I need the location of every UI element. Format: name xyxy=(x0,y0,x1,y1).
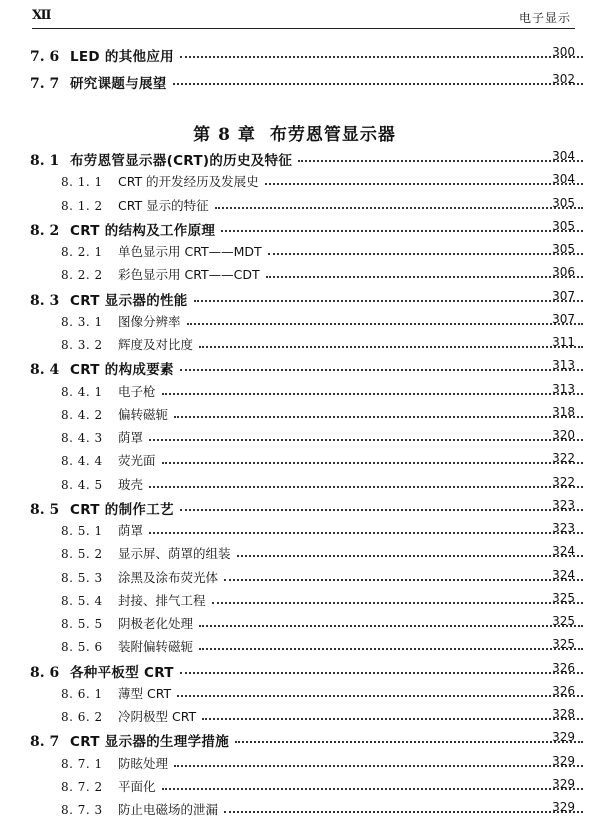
toc-entry-page: 311 xyxy=(552,335,575,349)
toc-subsection-entry xyxy=(0,544,589,566)
toc-entry-number: 8. 5. 2 xyxy=(61,547,103,562)
toc-entry-number: 8. 4. 4 xyxy=(61,454,103,469)
toc-entry-title: CRT 的构成要素 xyxy=(70,362,174,379)
toc-section-entry xyxy=(0,730,589,752)
toc-leader-dots xyxy=(187,323,583,325)
toc-leader-dots xyxy=(199,648,583,650)
toc-entry-number: 8. 5. 1 xyxy=(61,524,103,538)
toc-entry-page: 318 xyxy=(552,404,575,419)
toc-entry-number: 8. 3. 1 xyxy=(61,314,103,329)
toc-entry-number: 8. 4. 3 xyxy=(61,431,103,445)
toc-entry-page: 323 xyxy=(552,521,575,535)
toc-subsection-entry xyxy=(0,591,589,613)
toc-entry-title: 荫罩 xyxy=(118,523,144,538)
toc-entry xyxy=(0,72,589,94)
toc-entry-number: 8. 6. 1 xyxy=(61,686,103,701)
toc-subsection-entry xyxy=(0,265,589,287)
toc-subsection-entry xyxy=(0,707,589,729)
toc-subsection-entry xyxy=(0,754,589,776)
toc-entry-title: 防止电磁场的泄漏 xyxy=(118,802,219,817)
toc-subsection-entry xyxy=(0,800,589,822)
toc-entry-page: 306 xyxy=(552,265,575,280)
toc-entry-number: 8. 5. 3 xyxy=(61,570,103,585)
toc-subsection-entry xyxy=(0,312,589,334)
toc-subsection-entry xyxy=(0,428,589,450)
toc-leader-dots xyxy=(199,625,583,627)
toc-leader-dots xyxy=(174,765,583,767)
toc-leader-dots xyxy=(224,579,583,581)
toc-leader-dots xyxy=(149,486,583,488)
toc-leader-dots xyxy=(221,230,583,232)
toc-entry-number: 8. 7 xyxy=(30,734,60,751)
toc-entry-title: CRT 显示器的性能 xyxy=(70,292,188,309)
toc-entry-number: 8. 1. 1 xyxy=(61,175,103,190)
toc-entry-page: 329 xyxy=(552,800,575,814)
toc-leader-dots xyxy=(162,393,583,395)
toc-leader-dots xyxy=(199,346,583,348)
toc-entry-title: 薄型 CRT xyxy=(118,685,172,701)
toc-leader-dots xyxy=(180,369,583,371)
toc-subsection-entry xyxy=(0,335,589,357)
toc-entry-page: 307 xyxy=(552,288,575,303)
toc-leader-dots xyxy=(194,300,583,302)
toc-entry-page: 320 xyxy=(552,428,575,442)
toc-entry-title: 单色显示用 CRT——MDT xyxy=(118,244,262,259)
toc-entry-number: 8. 5. 6 xyxy=(61,640,103,655)
toc-entry-number: 8. 2. 1 xyxy=(61,245,103,259)
toc-leader-dots xyxy=(212,602,583,604)
toc-leader-dots xyxy=(162,788,583,790)
toc-leader-dots xyxy=(162,462,583,464)
toc-entry-number: 7. 6 xyxy=(30,49,60,65)
toc-entry-title: CRT 显示器的生理学措施 xyxy=(70,734,230,751)
toc-subsection-entry xyxy=(0,405,589,427)
toc-entry-number: 8. 4. 2 xyxy=(61,407,103,422)
toc-entry-page: 322 xyxy=(552,451,575,466)
toc-leader-dots xyxy=(235,741,583,743)
toc-subsection-entry xyxy=(0,172,589,194)
toc-leader-dots xyxy=(237,555,583,557)
toc-entry-number: 8. 3 xyxy=(30,292,60,309)
toc-entry-number: 8. 5. 4 xyxy=(61,593,103,608)
toc-entry-page: 313 xyxy=(552,381,575,396)
header-running-title: 电子显示 xyxy=(518,11,571,25)
toc-entry-number: 8. 6 xyxy=(30,664,60,681)
toc-leader-dots xyxy=(265,183,583,185)
toc-entry-page: 325 xyxy=(552,614,575,628)
toc-entry-title: 各种平板型 CRT xyxy=(70,664,174,681)
toc-entry-page: 325 xyxy=(552,590,575,605)
toc-entry-number: 8. 4. 5 xyxy=(61,477,103,492)
chapter-label: 第 8 章 xyxy=(193,125,256,145)
toc-subsection-entry xyxy=(0,684,589,706)
toc-leader-dots xyxy=(268,253,583,255)
toc-entry-page: 304 xyxy=(552,172,575,187)
toc-entry-page: 305 xyxy=(552,242,575,256)
toc-leader-dots xyxy=(215,207,583,209)
toc-leader-dots xyxy=(180,509,583,511)
toc-entry-number: 8. 5. 5 xyxy=(61,617,103,631)
toc-entry-number: 8. 2. 2 xyxy=(61,268,103,283)
toc-entry-page: 325 xyxy=(552,637,575,652)
toc-entry-title: CRT 的制作工艺 xyxy=(70,501,174,518)
toc-leader-dots xyxy=(266,276,583,278)
toc-entry-page: 300 xyxy=(552,45,575,59)
toc-entry-number: 8. 4 xyxy=(30,362,60,379)
toc-entry-title: 荫罩 xyxy=(118,430,144,445)
toc-subsection-entry xyxy=(0,777,589,799)
toc-entry-number: 8. 7. 3 xyxy=(61,803,103,817)
toc-entry-title: 辉度及对比度 xyxy=(118,337,194,352)
toc-leader-dots xyxy=(177,695,583,697)
header-page-number: Ⅻ xyxy=(32,8,51,23)
toc-section-entry xyxy=(0,358,589,380)
toc-entry-title: LED 的其他应用 xyxy=(70,49,174,65)
toc-entry-number: 7. 7 xyxy=(30,76,60,92)
toc-entry-page: 329 xyxy=(552,776,575,791)
toc-entry-title: 图像分辨率 xyxy=(118,313,181,329)
toc-leader-dots xyxy=(149,532,583,534)
toc-subsection-entry xyxy=(0,242,589,264)
running-header xyxy=(32,6,575,29)
toc-section-entry xyxy=(0,149,589,171)
toc-entry-title: 阴极老化处理 xyxy=(118,616,194,631)
toc-entry-number: 8. 6. 2 xyxy=(61,710,103,724)
toc-entry-page: 328 xyxy=(552,707,575,721)
toc-subsection-entry xyxy=(0,568,589,590)
chapter-title: 布劳恩管显示器 xyxy=(269,125,396,145)
toc-entry-page: 329 xyxy=(552,753,575,768)
toc-entry-title: 显示屏、荫罩的组装 xyxy=(118,546,231,562)
toc-entry-page: 324 xyxy=(552,567,575,582)
toc-subsection-entry xyxy=(0,196,589,218)
toc-entry-number: 8. 2 xyxy=(30,222,60,239)
toc-entry-page: 323 xyxy=(552,497,575,512)
toc-entry-number: 8. 3. 2 xyxy=(61,338,103,352)
toc-entry-title: 布劳恩管显示器(CRT)的历史及特征 xyxy=(70,153,293,169)
toc-entry-title: 涂黑及涂布荧光体 xyxy=(118,569,219,585)
toc-entry-title: 封接、排气工程 xyxy=(118,592,206,608)
toc-entry-page: 305 xyxy=(552,195,575,210)
toc-entry-title: 防眩处理 xyxy=(118,755,169,771)
toc-entry xyxy=(0,45,589,67)
toc-entry-page: 329 xyxy=(552,730,575,745)
toc-entry-title: 彩色显示用 CRT——CDT xyxy=(118,267,260,283)
toc-subsection-entry xyxy=(0,382,589,404)
toc-subsection-entry xyxy=(0,475,589,497)
toc-entry-page: 302 xyxy=(552,72,575,86)
toc-leader-dots xyxy=(174,416,583,418)
toc-leader-dots xyxy=(180,672,583,674)
toc-section-entry xyxy=(0,661,589,683)
toc-entry-page: 326 xyxy=(552,683,575,698)
toc-leader-dots xyxy=(202,718,583,720)
toc-leader-dots xyxy=(173,83,583,85)
toc-entry-page: 313 xyxy=(552,358,575,373)
toc-entry-title: 平面化 xyxy=(118,778,156,794)
toc-entry-title: 研究课题与展望 xyxy=(70,76,167,92)
toc-entry-title: 荧光面 xyxy=(118,453,156,469)
toc-entry-title: 冷阴极型 CRT xyxy=(118,709,197,724)
toc-subsection-entry xyxy=(0,451,589,473)
toc-entry-title: CRT 显示的特征 xyxy=(118,197,209,213)
toc-entry-title: CRT 的开发经历及发展史 xyxy=(118,174,259,190)
toc-leader-dots xyxy=(180,56,583,58)
toc-entry-page: 307 xyxy=(552,311,575,326)
toc-subsection-entry xyxy=(0,614,589,636)
toc-entry-page: 322 xyxy=(552,474,575,489)
toc-entry-number: 8. 5 xyxy=(30,501,60,518)
toc-entry-number: 8. 1. 2 xyxy=(61,198,103,213)
toc-entry-title: 装附偏转磁轭 xyxy=(118,639,194,655)
toc-entry-title: 电子枪 xyxy=(118,383,156,399)
toc-section-entry xyxy=(0,289,589,311)
toc-entry-page: 326 xyxy=(552,660,575,675)
chapter-heading xyxy=(0,120,589,145)
toc-section-entry xyxy=(0,498,589,520)
toc-leader-dots xyxy=(224,811,583,813)
toc-entry-number: 8. 7. 1 xyxy=(61,756,103,771)
toc-subsection-entry xyxy=(0,637,589,659)
toc-subsection-entry xyxy=(0,521,589,543)
toc-entry-page: 324 xyxy=(552,544,575,559)
toc-entry-number: 8. 7. 2 xyxy=(61,779,103,794)
toc-entry-title: CRT 的结构及工作原理 xyxy=(70,222,216,239)
toc-entry-number: 8. 4. 1 xyxy=(61,384,103,399)
toc-entry-page: 304 xyxy=(552,149,575,163)
toc-entry-title: 偏转磁轭 xyxy=(118,406,169,422)
toc-entry-page: 305 xyxy=(552,218,575,233)
toc-section-entry xyxy=(0,219,589,241)
toc-leader-dots xyxy=(298,160,583,162)
toc-entry-title: 玻壳 xyxy=(118,476,144,492)
toc-entry-number: 8. 1 xyxy=(30,153,60,169)
toc-leader-dots xyxy=(149,439,583,441)
